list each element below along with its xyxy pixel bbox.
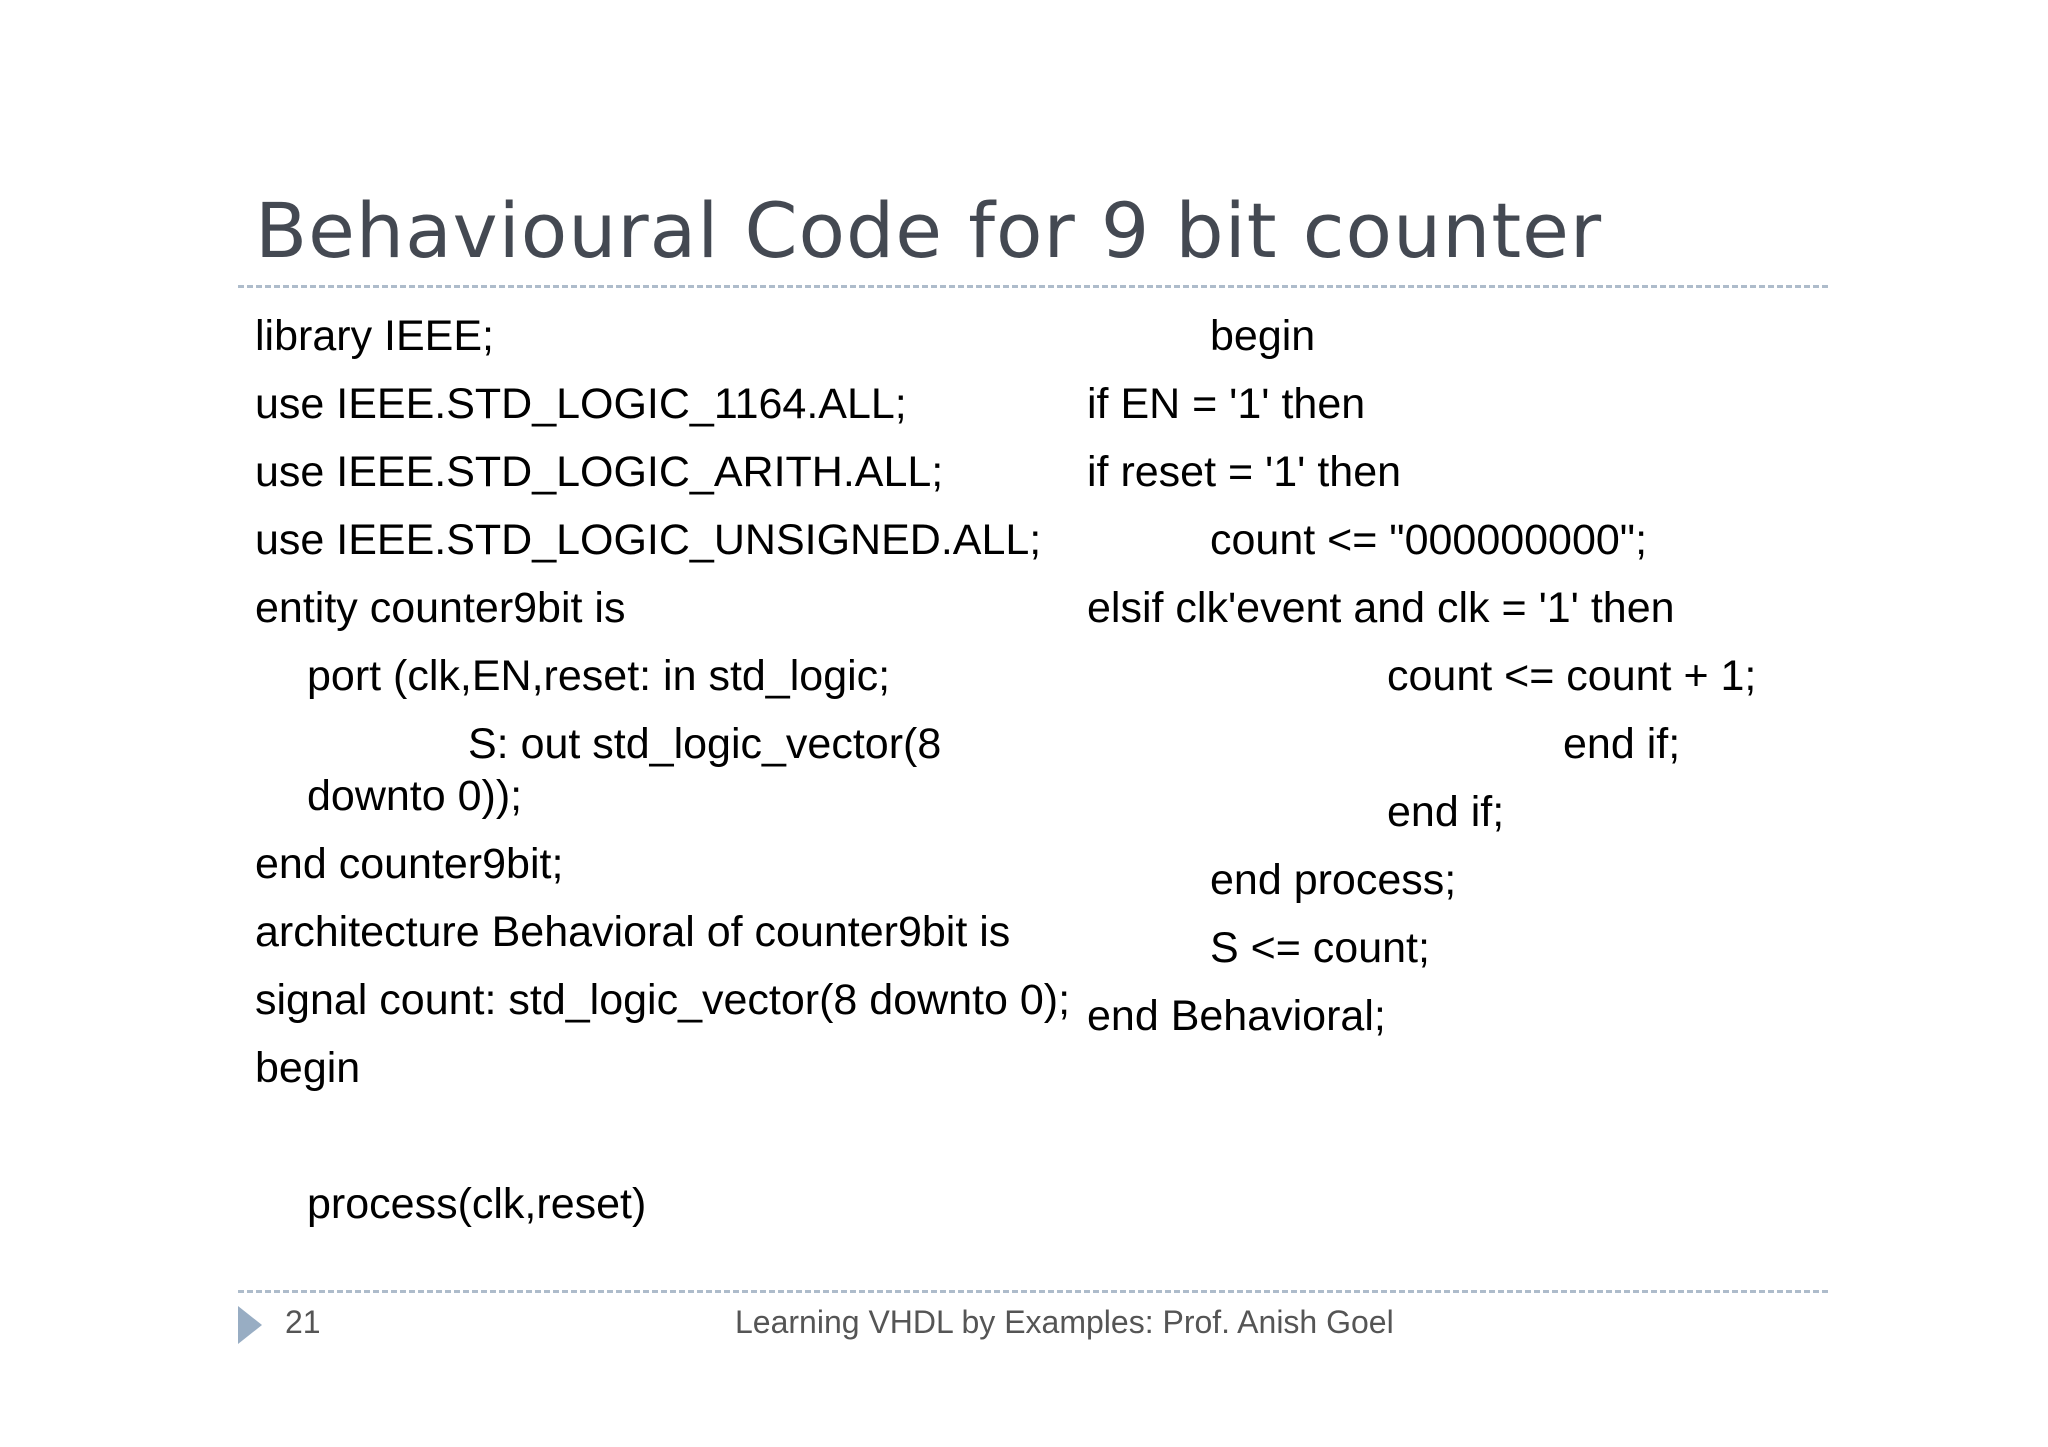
code-line: library IEEE; xyxy=(255,312,494,360)
code-line: end Behavioral; xyxy=(1087,992,1386,1040)
code-line: process(clk,reset) xyxy=(307,1180,647,1228)
code-line: if reset = '1' then xyxy=(1087,448,1402,496)
code-line: architecture Behavioral of counter9bit is xyxy=(255,908,1011,956)
code-line: end if; xyxy=(1563,720,1681,768)
footer-divider xyxy=(238,1290,1828,1293)
code-line: use IEEE.STD_LOGIC_ARITH.ALL; xyxy=(255,448,944,496)
triangle-bullet-icon xyxy=(238,1306,262,1344)
code-line: end counter9bit; xyxy=(255,840,564,888)
code-line: downto 0)); xyxy=(307,772,523,820)
code-line: count <= "000000000"; xyxy=(1210,516,1648,564)
code-line: begin xyxy=(255,1044,361,1092)
code-line: use IEEE.STD_LOGIC_1164.ALL; xyxy=(255,380,907,428)
code-line: port (clk,EN,reset: in std_logic; xyxy=(307,652,891,700)
page-number: 21 xyxy=(285,1304,321,1340)
code-line: S: out std_logic_vector(8 xyxy=(468,720,942,768)
code-line: begin xyxy=(1210,312,1316,360)
slide-title: Behavioural Code for 9 bit counter xyxy=(255,186,1603,275)
code-line: S <= count; xyxy=(1210,924,1430,972)
code-line: use IEEE.STD_LOGIC_UNSIGNED.ALL; xyxy=(255,516,1042,564)
code-line: elsif clk'event and clk = '1' then xyxy=(1087,584,1675,632)
footer-caption: Learning VHDL by Examples: Prof. Anish Goel xyxy=(735,1304,1394,1340)
code-line: end if; xyxy=(1387,788,1505,836)
title-divider xyxy=(238,285,1828,288)
code-line: entity counter9bit is xyxy=(255,584,626,632)
code-line: if EN = '1' then xyxy=(1087,380,1366,428)
code-line: end process; xyxy=(1210,856,1457,904)
code-line: signal count: std_logic_vector(8 downto 0); xyxy=(255,976,1071,1024)
code-line: count <= count + 1; xyxy=(1387,652,1757,700)
